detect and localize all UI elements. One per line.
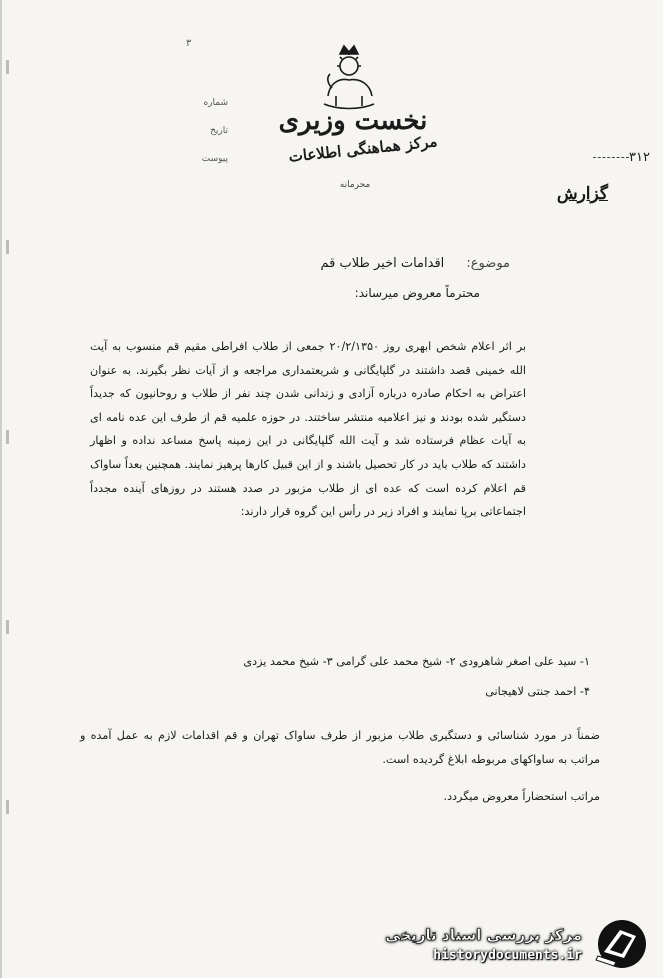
subject-line <box>180 256 510 271</box>
main-paragraph: بر اثر اعلام شخص ابهری روز ۲۰/۲/۱۳۵۰ جمعی از طلاب افراطی مقیم قم منسوب به آیت الله خمینی قصد داشتند در گلپایگانی و شریعتمداری مراجعه و از آیات نظر بگیرند. به عنوان اعتراض به احکام صادره درباره آزادی و زندانی شدن چند نفر از طلاب و روحانیون که جدیداً دستگیر شده بودند و نیز اعلامیه منتشر ساختند. در حوزه علمیه قم از طرف این عده نامه ای به آیات عظام فرستاده شد و آیت الله گلپایگانی در این زمینه پاسخ مساعد نداده و اظهار داشتند که طلاب باید در کار تحصیل باشند و از این قبیل کارها پرهیز نمایند. همچنین بعداً ساواک قم اعلام کرده است که عده ای از طلاب مزبور در صدد هستند در روزهای آینده مجدداً اجتماعاتی برپا نمایند و افراد زیر در رأس این گروه قرار دارند: <box>90 340 526 519</box>
names-list-line: ۴- احمد جنتی لاهیجانی <box>485 685 590 698</box>
watermark-url: historydocuments.ir <box>433 948 582 963</box>
greeting-line: محترماً معروض میرساند: <box>354 286 480 300</box>
reference-number <box>560 150 650 165</box>
scan-tick <box>6 60 9 74</box>
closing-line: مراتب استحضاراً معروض میگردد. <box>443 790 600 803</box>
office-title: نخست وزیری <box>278 106 428 136</box>
closing-paragraph: ضمناً در مورد شناسائی و دستگیری طلاب مزبور از طرف ساواک تهران و قم اقدامات لازم به عمل آمده و مراتب به ساواکهای مربوطه ابلاغ گردیده است. <box>80 729 600 766</box>
subject-label: موضوع: <box>466 256 510 271</box>
office-subtitle: مرکز هماهنگی اطلاعات <box>287 132 439 166</box>
scan-tick <box>6 240 9 254</box>
corner-number: ٣ <box>186 38 192 49</box>
lion-and-sun-emblem <box>318 44 380 114</box>
header-field-label: شماره <box>203 98 228 108</box>
scan-margin <box>0 0 42 978</box>
subject-text: اقدامات اخیر طلاب قم <box>320 256 445 271</box>
header-field-label: تاریخ <box>210 126 228 136</box>
report-heading: گزارش <box>556 184 608 204</box>
reference-number-value: ٣١٢ <box>629 150 650 165</box>
header-field-labels <box>188 98 228 182</box>
watermark-title: مرکز بررسی اسناد تاریخی <box>385 926 582 944</box>
watermark <box>376 916 656 972</box>
scan-tick <box>6 800 9 814</box>
header-field-label: پیوست <box>201 154 228 164</box>
archive-logo-icon <box>590 918 650 970</box>
classification-caption: محرمانه <box>339 180 371 190</box>
scan-tick <box>6 430 9 444</box>
scan-tick <box>6 620 9 634</box>
names-list-line: ۱- سید علی اصغر شاهرودی ۲- شیخ محمد علی گرامی ۳- شیخ محمد یزدی <box>243 655 590 668</box>
reference-dash <box>593 157 629 158</box>
